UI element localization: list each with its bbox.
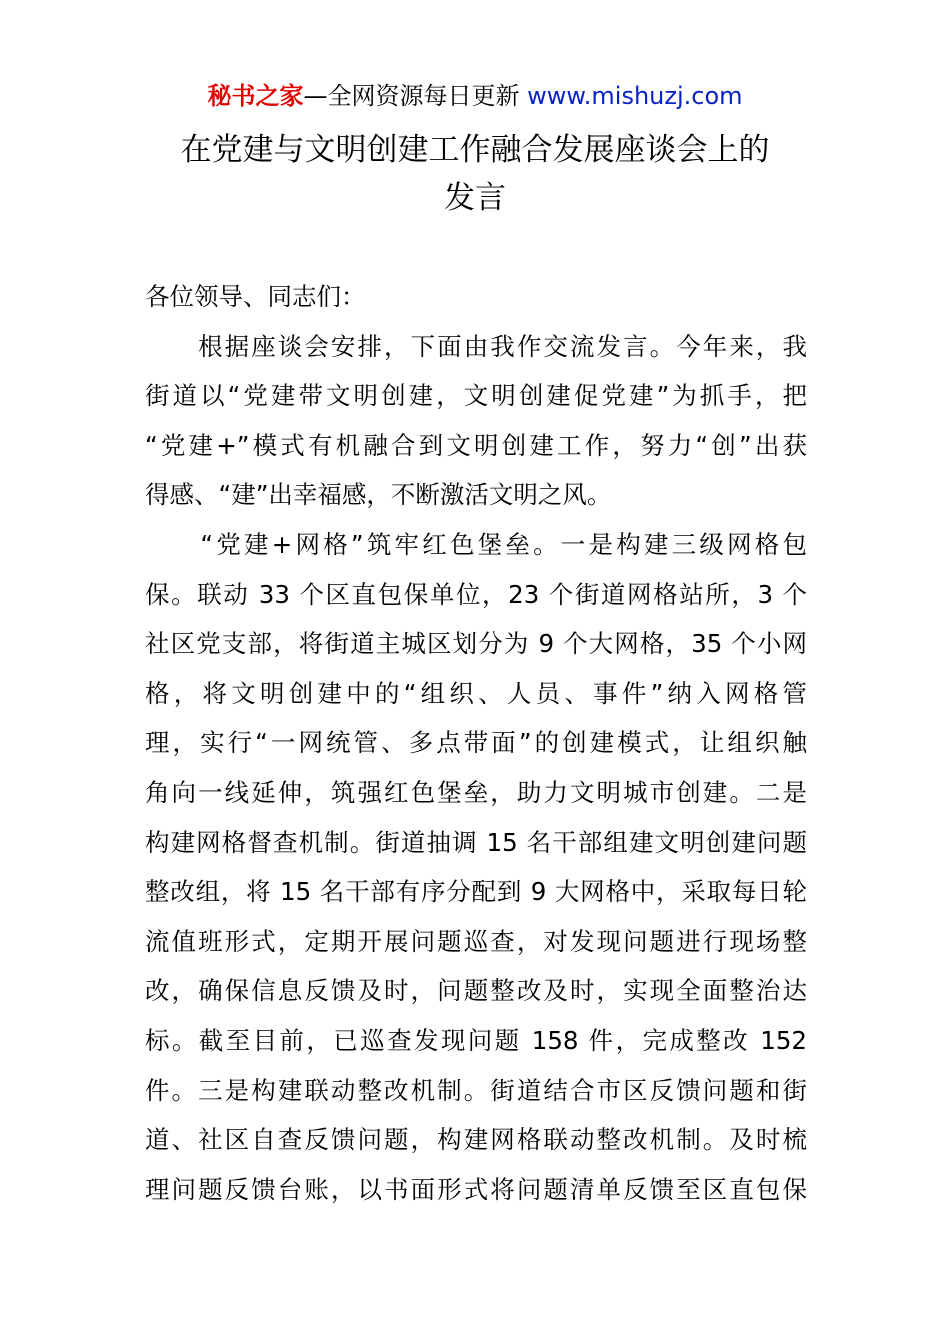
body-line: “党建+网格”筑牢红色堡垒。一是构建三级网格包 — [145, 529, 807, 559]
site-url-link[interactable]: www.mishuzj.com — [527, 82, 743, 110]
body-line: 理，实行“一网统管、多点带面”的创建模式，让组织触 — [145, 728, 807, 758]
document-title — [0, 126, 950, 222]
body-line: 保。联动 33 个区直包保单位，23 个街道网格站所，3 个 — [145, 579, 807, 609]
body-line: 流值班形式，定期开展问题巡查，对发现问题进行现场整 — [145, 926, 807, 956]
title-line-1: 在党建与文明创建工作融合发展座谈会上的 — [180, 132, 770, 168]
body-line: 整改组，将 15 名干部有序分配到 9 大网格中，采取每日轮 — [145, 877, 807, 907]
body-line: 根据座谈会安排，下面由我作交流发言。今年来，我 — [145, 331, 807, 361]
body-line: 理问题反馈台账，以书面形式将问题清单反馈至区直包保 — [145, 1174, 807, 1204]
body-line: 社区党支部，将街道主城区划分为 9 个大网格，35 个小网 — [145, 629, 807, 659]
salutation: 各位领导、同志们： — [145, 282, 366, 311]
body-line: 得感、“建”出幸福感，不断激活文明之风。 — [145, 480, 612, 510]
document-body — [145, 272, 807, 1214]
body-line: 角向一线延伸，筑强红色堡垒，助力文明城市创建。二是 — [145, 777, 807, 807]
body-line: 构建网格督查机制。街道抽调 15 名干部组建文明创建问题 — [145, 827, 807, 857]
site-brand: 秘书之家 — [207, 82, 304, 110]
site-header — [0, 80, 950, 112]
body-line: “党建+”模式有机融合到文明创建工作，努力“创”出获 — [145, 430, 807, 460]
title-line-2: 发言 — [444, 180, 506, 216]
body-line: 改，确保信息反馈及时，问题整改及时，实现全面整治达 — [145, 976, 807, 1006]
body-line: 格，将文明创建中的“组织、人员、事件”纳入网格管 — [145, 678, 807, 708]
body-line: 件。三是构建联动整改机制。街道结合市区反馈问题和街 — [145, 1075, 807, 1105]
body-line: 标。截至目前，已巡查发现问题 158 件，完成整改 152 — [145, 1025, 807, 1055]
site-tagline: —全网资源每日更新 — [303, 82, 528, 110]
body-line: 道、社区自查反馈问题，构建网格联动整改机制。及时梳 — [145, 1125, 807, 1155]
body-line: 街道以“党建带文明创建，文明创建促党建”为抓手，把 — [145, 381, 807, 411]
